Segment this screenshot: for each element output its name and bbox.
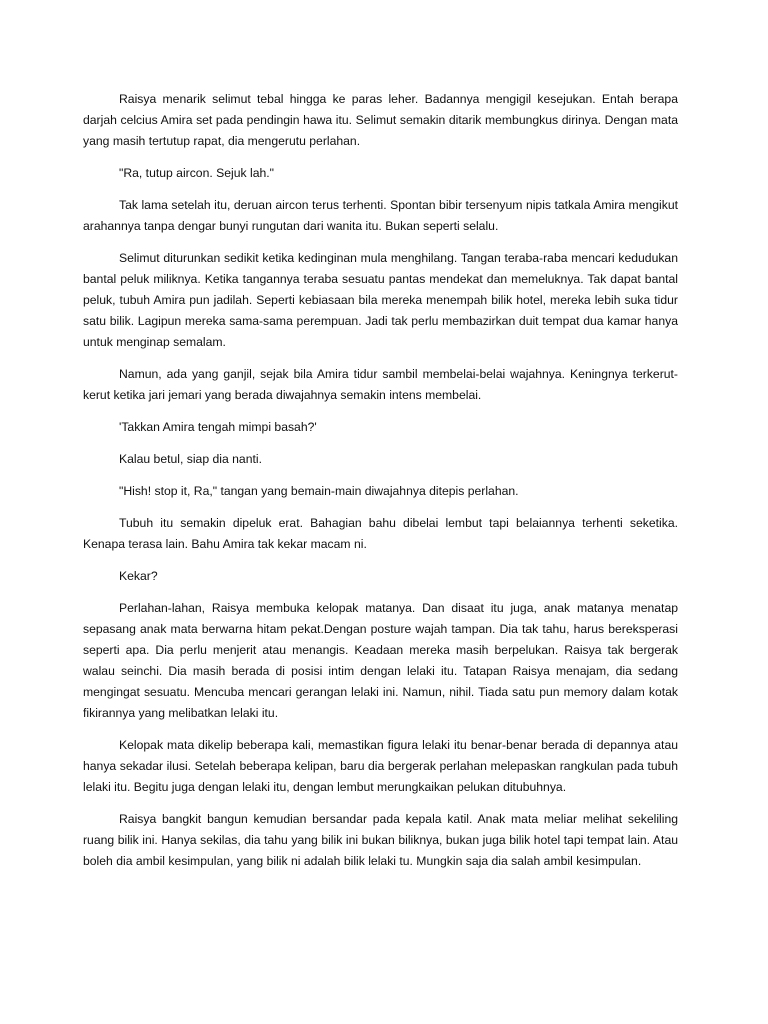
paragraph: 'Takkan Amira tengah mimpi basah?': [119, 420, 317, 434]
paragraph: Perlahan-lahan, Raisya membuka kelopak matanya. Dan disaat itu juga, anak matanya menatap sepasang anak mata berwarna hitam pekat.Dengan posture wajah tampan. Dia tak tahu, harus bereksperasi seperti apa. Dia perlu menjerit atau menangis. Keadaan mereka masih berpelukan. Raisya tak bergerak walau seinchi. Dia masih berada di posisi intim dengan lelaki itu. Tatapan Raisya menajam, dia sedang mengingat sesuatu. Mencuba mencari gerangan lelaki ini. Namun, nihil. Tiada satu pun memory dalam kotak fikirannya yang melibatkan lelaki itu.: [83, 601, 678, 720]
paragraph: Tubuh itu semakin dipeluk erat. Bahagian bahu dibelai lembut tapi belaiannya terhenti seketika. Kenapa terasa lain. Bahu Amira tak kekar macam ni.: [83, 516, 678, 551]
paragraph: Raisya bangkit bangun kemudian bersandar pada kepala katil. Anak mata meliar melihat sekeliling ruang bilik ini. Hanya sekilas, dia tahu yang bilik ini bukan biliknya, bukan juga bilik hotel tapi tempat lain. Atau boleh dia ambil kesimpulan, yang bilik ni adalah bilik lelaki tu. Mungkin saja dia salah ambil kesimpulan.: [83, 812, 678, 868]
paragraph: Kalau betul, siap dia nanti.: [119, 452, 262, 466]
paragraph: Selimut diturunkan sedikit ketika kedinginan mula menghilang. Tangan teraba-raba mencari kedudukan bantal peluk miliknya. Ketika tangannya teraba sesuatu pantas mendekat dan memeluknya. Tak dapat bantal peluk, tubuh Amira pun jadilah. Seperti kebiasaan bila mereka menempah bilik hotel, mereka lebih suka tidur satu bilik. Lagipun mereka sama-sama perempuan. Jadi tak perlu membazirkan duit tempat dua kamar hanya untuk menginap semalam.: [83, 251, 678, 349]
paragraph: Kekar?: [119, 569, 158, 583]
paragraph: "Ra, tutup aircon. Sejuk lah.": [119, 166, 274, 180]
paragraph: Raisya menarik selimut tebal hingga ke paras leher. Badannya mengigil kesejukan. Entah berapa darjah celcius Amira set pada pendingin hawa itu. Selimut semakin ditarik membungkus dirinya. Dengan mata yang masih tertutup rapat, dia mengerutu perlahan.: [83, 92, 678, 148]
paragraph: Kelopak mata dikelip beberapa kali, memastikan figura lelaki itu benar-benar berada di depannya atau hanya sekadar ilusi. Setelah beberapa kelipan, baru dia bergerak perlahan melepaskan rangkulan pada tubuh lelaki itu. Begitu juga dengan lelaki itu, dengan lembut merungkaikan pelukan ditubuhnya.: [83, 738, 678, 794]
paragraph: "Hish! stop it, Ra," tangan yang bemain-main diwajahnya ditepis perlahan.: [119, 484, 519, 498]
paragraph: Namun, ada yang ganjil, sejak bila Amira tidur sambil membelai-belai wajahnya. Keningnya terkerut-kerut ketika jari jemari yang berada diwajahnya semakin intens membelai.: [83, 367, 678, 402]
document-body: [83, 89, 678, 883]
paragraph: Tak lama setelah itu, deruan aircon terus terhenti. Spontan bibir tersenyum nipis tatkala Amira mengikut arahannya tanpa dengar bunyi rungutan dari wanita itu. Bukan seperti selalu.: [83, 198, 678, 233]
